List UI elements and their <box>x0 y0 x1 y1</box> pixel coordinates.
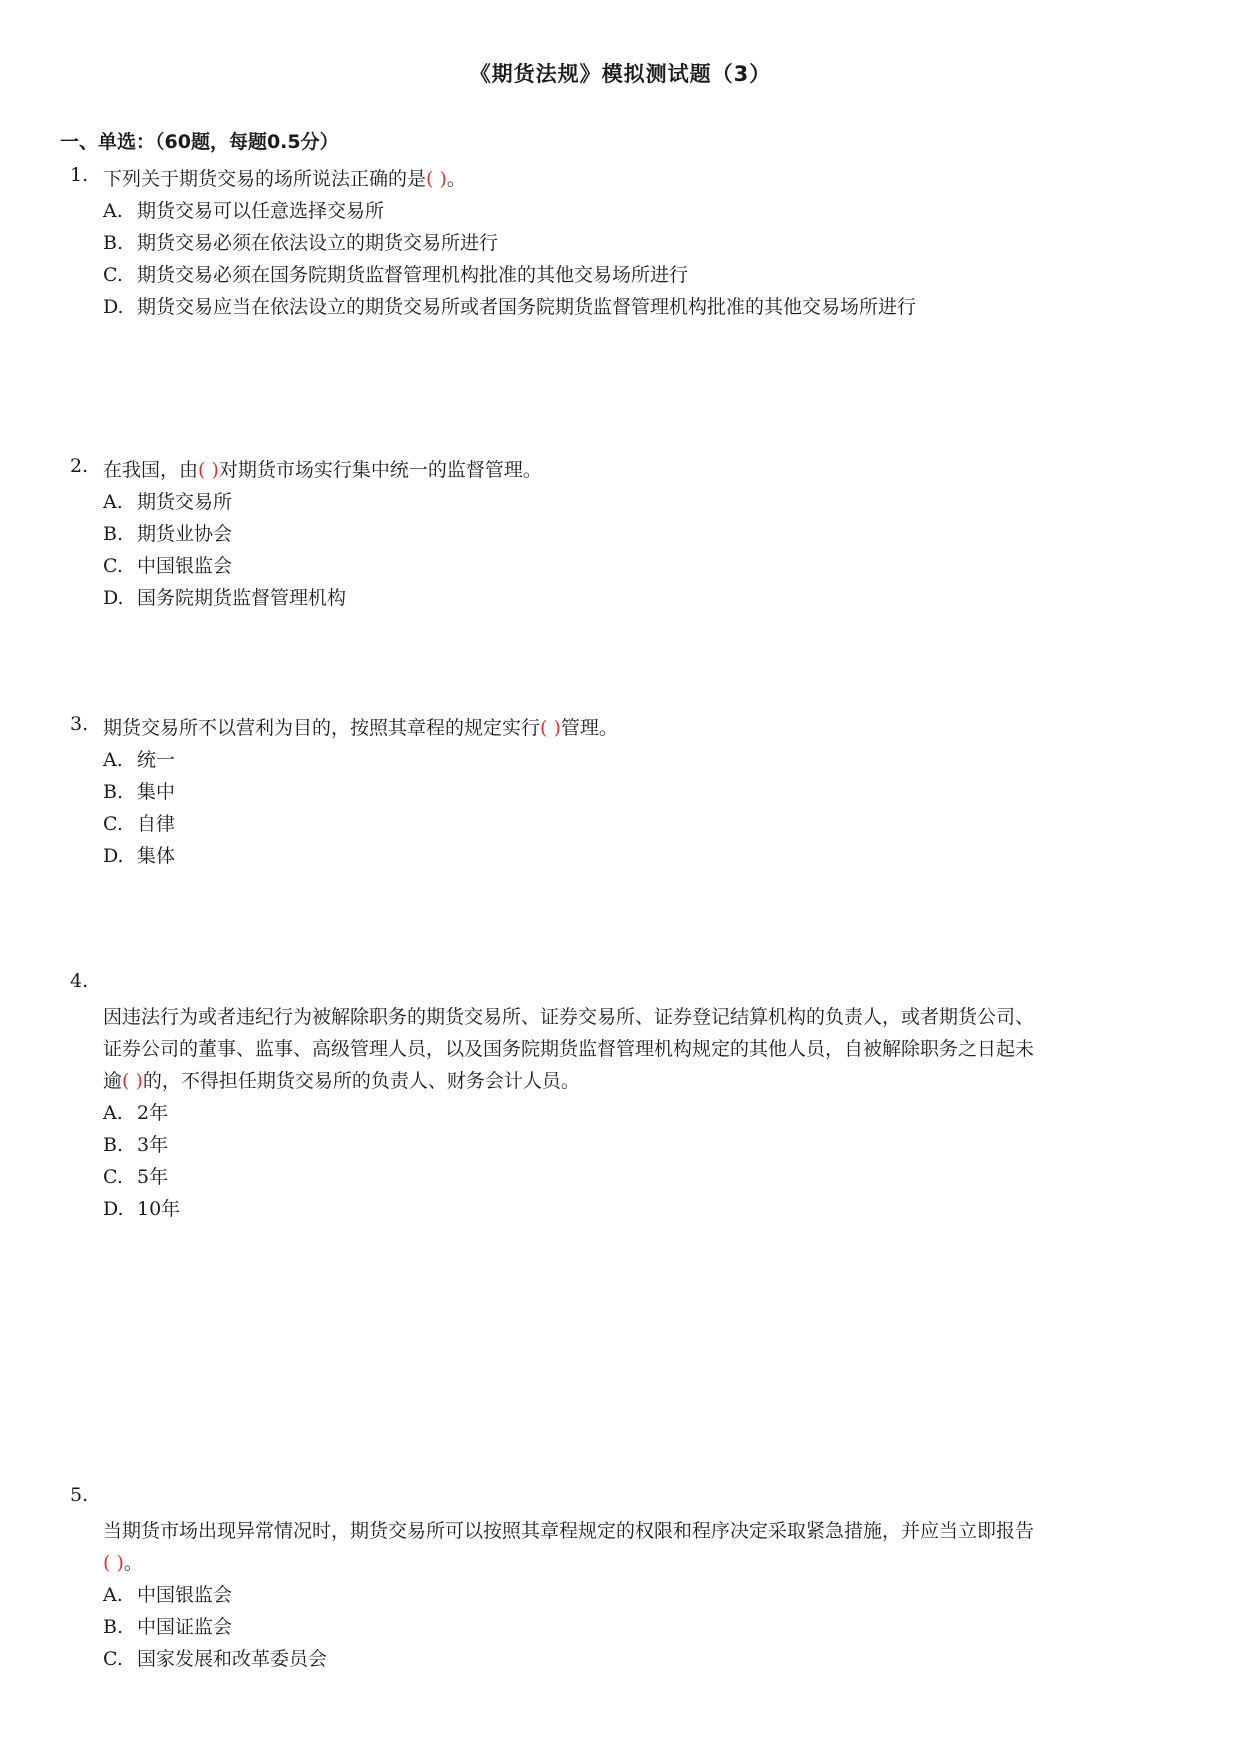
answer-blank: ( ) <box>198 459 219 481</box>
option-a: A. 期货交易可以任意选择交易所 <box>103 200 385 222</box>
question-stem: 在我国，由( )对期货市场实行集中统一的监督管理。 <box>103 459 542 481</box>
option-a: A. 2年 <box>103 1102 169 1124</box>
option-a: A. 统一 <box>103 749 176 771</box>
option-c: C. 中国银监会 <box>103 555 233 577</box>
option-d: D. 10年 <box>103 1198 181 1220</box>
option-b: B. 期货交易必须在依法设立的期货交易所进行 <box>103 232 499 254</box>
option-d: D. 期货交易应当在依法设立的期货交易所或者国务院期货监督管理机构批准的其他交易场所进行 <box>103 296 917 318</box>
question-stem-line: 逾( )的，不得担任期货交易所的负责人、财务会计人员。 <box>103 1070 580 1092</box>
answer-blank: ( ) <box>103 1552 124 1574</box>
answer-blank: ( ) <box>122 1070 143 1092</box>
document-title: 《期货法规》模拟测试题（3） <box>469 62 772 86</box>
question-stem-line: 因违法行为或者违纪行为被解除职务的期货交易所、证券交易所、证券登记结算机构的负责人，或者期货公司、 <box>103 1006 1035 1028</box>
question-stem: 期货交易所不以营利为目的，按照其章程的规定实行( )管理。 <box>103 717 618 739</box>
question-stem: 下列关于期货交易的场所说法正确的是( )。 <box>103 168 466 190</box>
option-c: C. 国家发展和改革委员会 <box>103 1648 328 1670</box>
option-c: C. 5年 <box>103 1166 169 1188</box>
option-d: D. 国务院期货监督管理机构 <box>103 587 347 609</box>
question-stem-line: 当期货市场出现异常情况时，期货交易所可以按照其章程规定的权限和程序决定采取紧急措施，并应当立即报告 <box>103 1520 1035 1542</box>
option-b: B. 3年 <box>103 1134 169 1156</box>
option-b: B. 集中 <box>103 781 176 803</box>
question-number: 1. <box>70 164 89 186</box>
option-c: C. 期货交易必须在国务院期货监督管理机构批准的其他交易场所进行 <box>103 264 689 286</box>
option-b: B. 中国证监会 <box>103 1616 233 1638</box>
option-c: C. 自律 <box>103 813 176 835</box>
option-d: D. 集体 <box>103 845 176 867</box>
option-a: A. 期货交易所 <box>103 491 233 513</box>
question-stem-line: ( )。 <box>103 1552 143 1574</box>
answer-blank: ( ) <box>426 168 447 190</box>
question-number: 2. <box>70 455 89 477</box>
question-number: 4. <box>70 970 89 992</box>
option-b: B. 期货业协会 <box>103 523 233 545</box>
question-stem-line: 证券公司的董事、监事、高级管理人员，以及国务院期货监督管理机构规定的其他人员，自被解除职务之日起未 <box>103 1038 1035 1060</box>
question-number: 3. <box>70 713 89 735</box>
answer-blank: ( ) <box>540 717 561 739</box>
section-heading: 一、单选：（60题，每题0.5分） <box>60 131 339 153</box>
option-a: A. 中国银监会 <box>103 1584 233 1606</box>
question-number: 5. <box>70 1484 89 1506</box>
